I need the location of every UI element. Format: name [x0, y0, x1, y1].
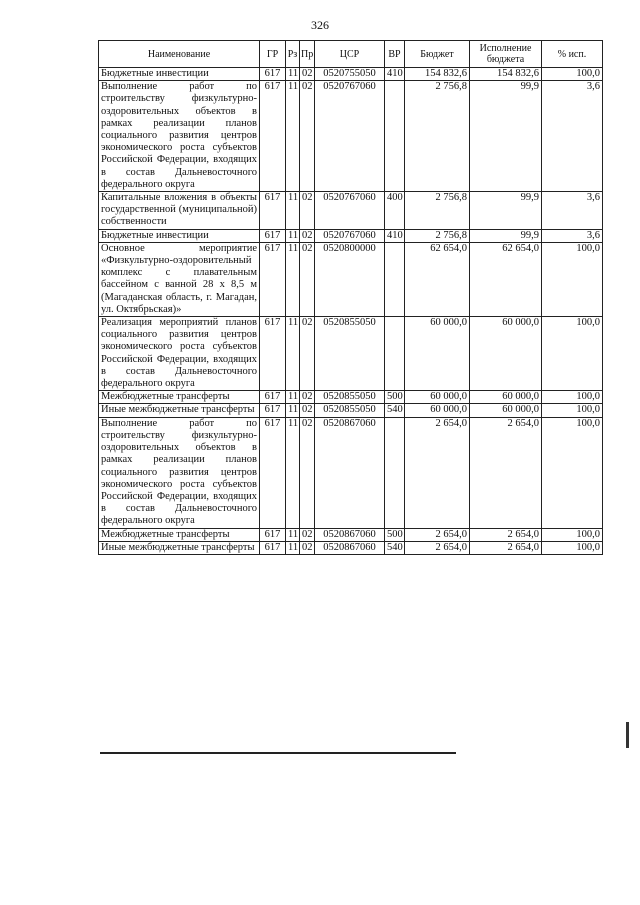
row-name: Выполнение работ по строительству физкультурно-оздоровительных объектов в рамках реализации планов социального развития центров экономического роста субъектов Российской Федерации, входящих в состав Дальневосточного федерального округа [99, 417, 260, 528]
table-row [99, 528, 603, 541]
row-budget: 62 654,0 [405, 242, 470, 316]
row-csr: 0520855050 [315, 404, 385, 417]
row-execution: 2 654,0 [470, 417, 542, 528]
table-row [99, 242, 603, 316]
row-gr: 617 [260, 68, 286, 81]
row-vr [385, 417, 405, 528]
table-row [99, 81, 603, 192]
row-vr: 500 [385, 391, 405, 404]
row-name: Выполнение работ по строительству физкультурно-оздоровительных объектов в рамках реализации планов социального развития центров экономического роста субъектов Российской Федерации, входящих в состав Дальневосточного федерального округа [99, 81, 260, 192]
table-row [99, 192, 603, 230]
row-rz: 11 [286, 81, 300, 192]
row-budget: 2 756,8 [405, 192, 470, 230]
row-gr: 617 [260, 528, 286, 541]
row-vr: 540 [385, 541, 405, 554]
row-execution: 2 654,0 [470, 528, 542, 541]
row-csr: 0520867060 [315, 417, 385, 528]
row-name: Основное мероприятие «Физкультурно-оздоровительный комплекс с плавательным бассейном с ванной 28 х 8,5 м (Магаданская область, г. Магадан, ул. Октябрьская)» [99, 242, 260, 316]
row-pr: 02 [300, 242, 315, 316]
page-number: 326 [311, 18, 329, 32]
row-vr: 540 [385, 404, 405, 417]
header-budget: Бюджет [405, 41, 470, 68]
row-vr: 410 [385, 229, 405, 242]
table-header-row [99, 41, 603, 68]
row-percent: 100,0 [542, 68, 603, 81]
row-percent: 100,0 [542, 404, 603, 417]
row-csr: 0520755050 [315, 68, 385, 81]
header-vr: ВР [385, 41, 405, 68]
row-gr: 617 [260, 404, 286, 417]
table-row [99, 229, 603, 242]
row-percent: 100,0 [542, 317, 603, 391]
row-execution: 99,9 [470, 81, 542, 192]
row-percent: 3,6 [542, 192, 603, 230]
header-name: Наименование [99, 41, 260, 68]
header-rz: Рз [286, 41, 300, 68]
row-budget: 2 756,8 [405, 81, 470, 192]
row-rz: 11 [286, 528, 300, 541]
header-pr: Пр [300, 41, 315, 68]
row-name: Капитальные вложения в объекты государственной (муниципальной) собственности [99, 192, 260, 230]
table-row [99, 541, 603, 554]
table-row [99, 404, 603, 417]
row-budget: 60 000,0 [405, 317, 470, 391]
header-execution: Исполнение бюджета [470, 41, 542, 68]
table-row [99, 317, 603, 391]
row-pr: 02 [300, 541, 315, 554]
table-row [99, 391, 603, 404]
row-execution: 60 000,0 [470, 391, 542, 404]
row-gr: 617 [260, 417, 286, 528]
row-pr: 02 [300, 81, 315, 192]
row-rz: 11 [286, 192, 300, 230]
row-execution: 60 000,0 [470, 317, 542, 391]
row-pr: 02 [300, 192, 315, 230]
row-pr: 02 [300, 417, 315, 528]
row-pr: 02 [300, 317, 315, 391]
header-percent: % исп. [542, 41, 603, 68]
row-gr: 617 [260, 81, 286, 192]
row-csr: 0520767060 [315, 81, 385, 192]
row-percent: 3,6 [542, 81, 603, 192]
row-rz: 11 [286, 229, 300, 242]
row-gr: 617 [260, 192, 286, 230]
row-execution: 99,9 [470, 229, 542, 242]
row-percent: 100,0 [542, 242, 603, 316]
row-vr [385, 317, 405, 391]
row-percent: 100,0 [542, 528, 603, 541]
row-budget: 2 654,0 [405, 417, 470, 528]
row-name: Иные межбюджетные трансферты [99, 541, 260, 554]
row-gr: 617 [260, 317, 286, 391]
row-csr: 0520855050 [315, 391, 385, 404]
row-pr: 02 [300, 229, 315, 242]
header-gr: ГР [260, 41, 286, 68]
row-percent: 100,0 [542, 391, 603, 404]
row-budget: 2 654,0 [405, 528, 470, 541]
row-execution: 154 832,6 [470, 68, 542, 81]
row-name: Реализация мероприятий планов социального развития центров экономического роста субъектов Российской Федерации, входящих в состав Дальневосточного федерального округа [99, 317, 260, 391]
row-budget: 154 832,6 [405, 68, 470, 81]
row-name: Иные межбюджетные трансферты [99, 404, 260, 417]
row-execution: 99,9 [470, 192, 542, 230]
table-row [99, 417, 603, 528]
row-vr [385, 81, 405, 192]
row-budget: 60 000,0 [405, 404, 470, 417]
row-rz: 11 [286, 541, 300, 554]
row-csr: 0520800000 [315, 242, 385, 316]
row-budget: 60 000,0 [405, 391, 470, 404]
row-pr: 02 [300, 68, 315, 81]
row-budget: 2 756,8 [405, 229, 470, 242]
row-rz: 11 [286, 242, 300, 316]
row-gr: 617 [260, 391, 286, 404]
row-name: Межбюджетные трансферты [99, 391, 260, 404]
row-vr: 500 [385, 528, 405, 541]
row-pr: 02 [300, 404, 315, 417]
row-csr: 0520867060 [315, 528, 385, 541]
row-vr: 400 [385, 192, 405, 230]
row-gr: 617 [260, 242, 286, 316]
row-vr [385, 242, 405, 316]
row-name: Бюджетные инвестиции [99, 229, 260, 242]
row-rz: 11 [286, 391, 300, 404]
budget-table [98, 40, 603, 555]
row-execution: 2 654,0 [470, 541, 542, 554]
row-name: Бюджетные инвестиции [99, 68, 260, 81]
row-percent: 3,6 [542, 229, 603, 242]
row-pr: 02 [300, 528, 315, 541]
row-rz: 11 [286, 317, 300, 391]
row-execution: 62 654,0 [470, 242, 542, 316]
row-csr: 0520867060 [315, 541, 385, 554]
row-csr: 0520855050 [315, 317, 385, 391]
row-gr: 617 [260, 541, 286, 554]
row-percent: 100,0 [542, 417, 603, 528]
footer-divider-line [100, 752, 456, 754]
table-row [99, 68, 603, 81]
row-name: Межбюджетные трансферты [99, 528, 260, 541]
row-pr: 02 [300, 391, 315, 404]
scan-edge-mark [626, 722, 629, 748]
row-budget: 2 654,0 [405, 541, 470, 554]
row-csr: 0520767060 [315, 229, 385, 242]
row-vr: 410 [385, 68, 405, 81]
header-csr: ЦСР [315, 41, 385, 68]
row-csr: 0520767060 [315, 192, 385, 230]
row-percent: 100,0 [542, 541, 603, 554]
row-rz: 11 [286, 404, 300, 417]
row-rz: 11 [286, 68, 300, 81]
row-gr: 617 [260, 229, 286, 242]
row-rz: 11 [286, 417, 300, 528]
row-execution: 60 000,0 [470, 404, 542, 417]
